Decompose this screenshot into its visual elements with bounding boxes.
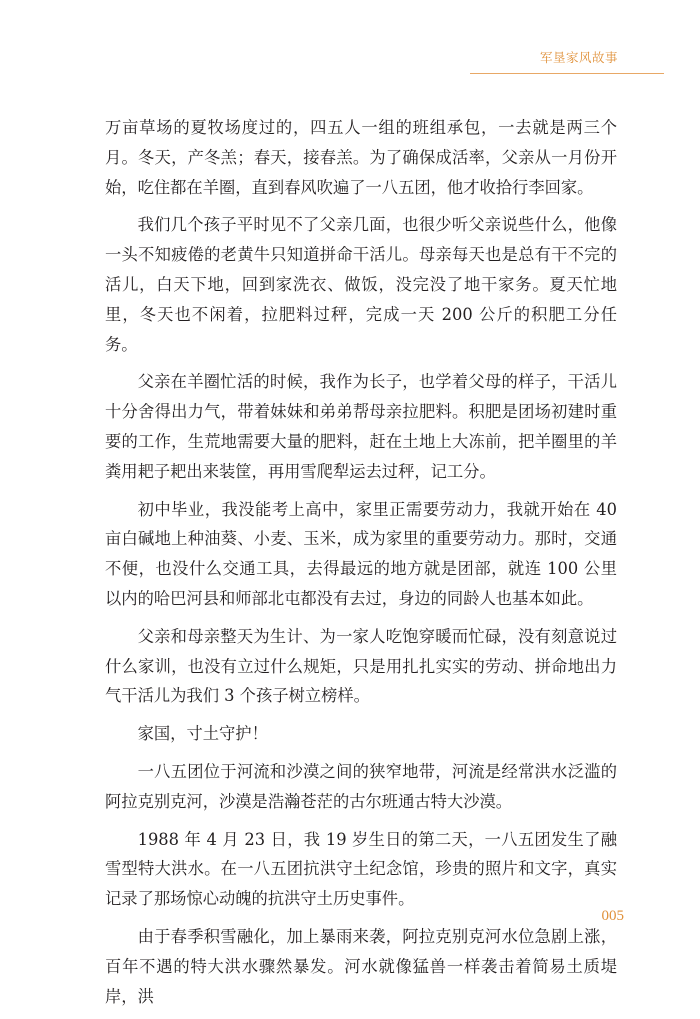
header-rule: [470, 73, 664, 74]
paragraph-3: 父亲在羊圈忙活的时候，我作为长子，也学着父母的样子，干活儿十分舍得出力气，带着妹妹和弟弟帮母亲拉肥料。积肥是团场初建时重要的工作，生荒地需要大量的肥料，赶在土地上大冻前，把羊圈里的羊粪用耙子耙出来装筐，再用雪爬犁运去过秤，记工分。: [105, 372, 617, 481]
paragraph-7: 一八五团位于河流和沙漠之间的狭窄地带，河流是经常洪水泛滥的阿拉克别克河，沙漠是浩瀚苍茫的古尔班通古特大沙漠。: [105, 761, 617, 811]
paragraph-5: 父亲和母亲整天为生计、为一家人吃饱穿暖而忙碌，没有刻意说过什么家训，也没有立过什么规矩，只是用扎扎实实的劳动、拼命地出力气干活儿为我们 3 个孩子树立榜样。: [105, 626, 617, 706]
page-number: 005: [601, 908, 624, 924]
paragraph-9: 由于春季积雪融化，加上暴雨来袭，阿拉克别克河水位急剧上涨，百年不遇的特大洪水骤然暴发。河水就像猛兽一样袭击着简易土质堤岸，洪: [105, 926, 617, 1006]
paragraph-1: 万亩草场的夏牧场度过的，四五人一组的班组承包，一去就是两三个月。冬天，产冬羔；春天，接春羔。为了确保成活率，父亲从一月份开始，吃住都在羊圈，直到春风吹遍了一八五团，他才收拾行李回家。: [105, 118, 617, 197]
section-heading: 家国，寸土守护！: [137, 724, 268, 744]
body-text: [105, 113, 617, 1019]
paragraph-4: 初中毕业，我没能考上高中，家里正需要劳动力，我就开始在 40 亩白碱地上种油葵、小麦、玉米，成为家里的重要劳动力。那时，交通不便，也没什么交通工具，去得最远的地方就是团部，就连 100 公里以内的哈巴河县和师部北屯都没有去过，身边的同龄人也基本如此。: [105, 499, 617, 608]
running-header: 军垦家风故事: [539, 50, 618, 65]
paragraph-2: 我们几个孩子平时见不了父亲几面，也很少听父亲说些什么，他像一头不知疲倦的老黄牛只知道拼命干活儿。母亲每天也是总有干不完的活儿，白天下地，回到家洗衣、做饭，没完没了地干家务。夏天忙地里，冬天也不闲着，拉肥料过秤，完成一天 200 公斤的积肥工分任务。: [105, 215, 617, 354]
paragraph-8: 1988 年 4 月 23 日，我 19 岁生日的第二天，一八五团发生了融雪型特大洪水。在一八五团抗洪守土纪念馆，珍贵的照片和文字，真实记录了那场惊心动魄的抗洪守土历史事件。: [105, 829, 617, 909]
